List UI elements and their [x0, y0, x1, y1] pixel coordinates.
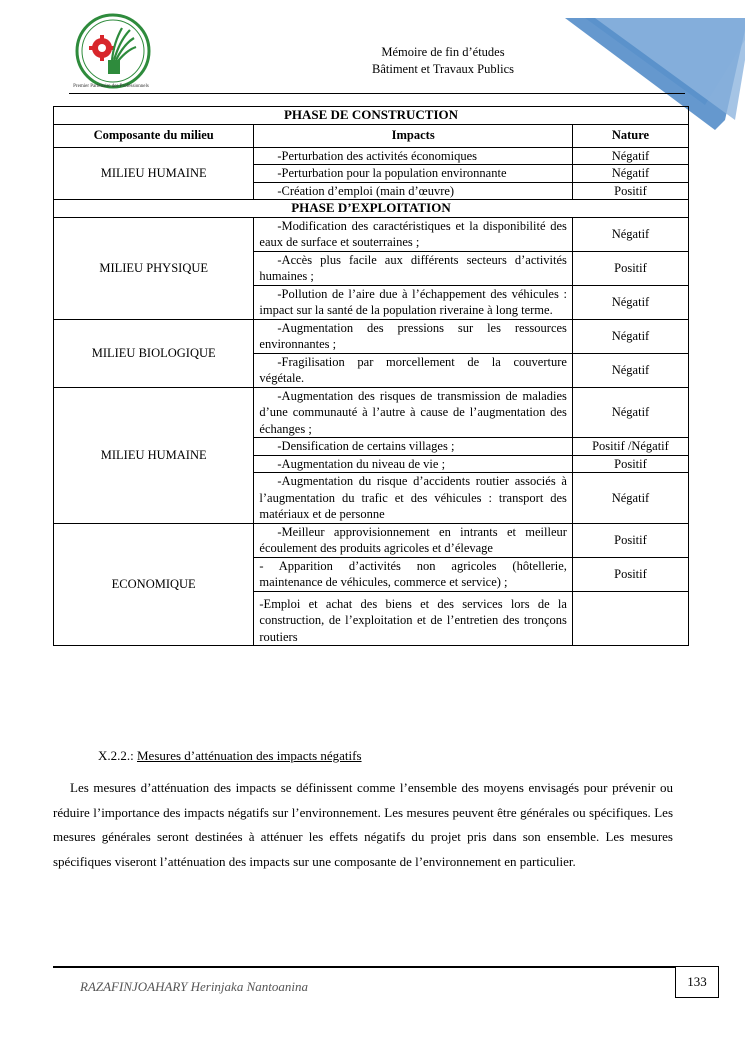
nature-cell: Négatif: [572, 147, 688, 165]
impact-cell: -Perturbation pour la population environnante: [254, 165, 573, 183]
section-heading: [98, 748, 362, 764]
component-cell: MILIEU PHYSIQUE: [54, 217, 254, 319]
impact-cell: -Augmentation du risque d’accidents routier associés à l’augmentation du trafic et des véhicules : transport des matériaux et de personne: [254, 473, 573, 524]
nature-cell: Positif /Négatif: [572, 438, 688, 456]
table-row: [54, 523, 689, 557]
section-number: X.2.2.:: [98, 748, 134, 763]
nature-cell: Positif: [572, 251, 688, 285]
phase-construction-heading: PHASE DE CONSTRUCTION: [54, 107, 689, 125]
column-header-impacts: Impacts: [254, 124, 573, 147]
school-logo-icon: [72, 10, 154, 92]
impact-cell: -Densification de certains villages ;: [254, 438, 573, 456]
nature-cell: Positif: [572, 523, 688, 557]
impact-cell: -Pollution de l’aire due à l’échappement des véhicules : impact sur la santé de la population riveraine à long terme.: [254, 285, 573, 319]
nature-cell: Positif: [572, 455, 688, 473]
header-line-1: Mémoire de fin d’études: [381, 45, 505, 59]
section-title: Mesures d’atténuation des impacts négatifs: [137, 748, 362, 763]
impact-cell: -Augmentation des risques de transmission de maladies d’une communauté à l’autre à cause de l’augmentation des échanges ;: [254, 387, 573, 438]
table-row: [54, 387, 689, 438]
table-row: [54, 319, 689, 353]
impact-cell: -Fragilisation par morcellement de la couverture végétale.: [254, 353, 573, 387]
logo-caption: Premier Partenaire des Professionnels: [73, 84, 149, 89]
impacts-table: [53, 106, 689, 646]
table-row: [54, 147, 689, 165]
nature-cell: Négatif: [572, 165, 688, 183]
impact-cell: -Modification des caractéristiques et la disponibilité des eaux de surface et souterraines ;: [254, 217, 573, 251]
component-cell: MILIEU HUMAINE: [54, 147, 254, 200]
nature-cell: Négatif: [572, 387, 688, 438]
nature-cell: Négatif: [572, 285, 688, 319]
page-number: 133: [675, 966, 719, 998]
header-rule: [69, 93, 685, 94]
phase-exploitation-heading: PHASE D’EXPLOITATION: [54, 200, 689, 218]
nature-cell: Négatif: [572, 319, 688, 353]
impact-cell: - Apparition d’activités non agricoles (hôtellerie, maintenance de véhicules, commerce et service) ;: [254, 557, 573, 591]
component-cell: MILIEU HUMAINE: [54, 387, 254, 523]
nature-cell: Positif: [572, 557, 688, 591]
column-header-nature: Nature: [572, 124, 688, 147]
document-header: [318, 44, 568, 78]
impact-cell: -Augmentation du niveau de vie ;: [254, 455, 573, 473]
component-cell: ECONOMIQUE: [54, 523, 254, 646]
impact-cell: -Perturbation des activités économiques: [254, 147, 573, 165]
table-row: [54, 217, 689, 251]
nature-cell: Négatif: [572, 473, 688, 524]
component-cell: MILIEU BIOLOGIQUE: [54, 319, 254, 387]
body-paragraph: Les mesures d’atténuation des impacts se définissent comme l’ensemble des moyens envisagés pour prévenir ou réduire l’importance des impacts négatifs sur l’environnement. Les mesures peuvent être générales ou spécifiques. Les mesures générales seront destinées à atténuer les effets négatifs du projet pris dans son ensemble. Les mesures spécifiques viseront l’atténuation des impacts sur une composante de l’environnement en particulier.: [53, 780, 673, 869]
impact-cell: -Augmentation des pressions sur les ressources environnantes ;: [254, 319, 573, 353]
impact-cell: -Création d’emploi (main d’œuvre): [254, 182, 573, 200]
header-line-2: Bâtiment et Travaux Publics: [371, 62, 514, 76]
nature-cell: Négatif: [572, 353, 688, 387]
impact-cell: -Accès plus facile aux différents secteurs d’activités humaines ;: [254, 251, 573, 285]
impact-cell: -Emploi et achat des biens et des services lors de la construction, de l’exploitation et de l’entretien des tronçons routiers: [254, 591, 573, 646]
nature-cell: [572, 591, 688, 646]
nature-cell: Positif: [572, 182, 688, 200]
column-header-component: Composante du milieu: [54, 124, 254, 147]
nature-cell: Négatif: [572, 217, 688, 251]
footer-author: RAZAFINJOAHARY Herinjaka Nantoanina: [80, 979, 308, 994]
impact-cell: -Meilleur approvisionnement en intrants et meilleur écoulement des produits agricoles et d’élevage: [254, 523, 573, 557]
footer-rule: [53, 966, 675, 968]
